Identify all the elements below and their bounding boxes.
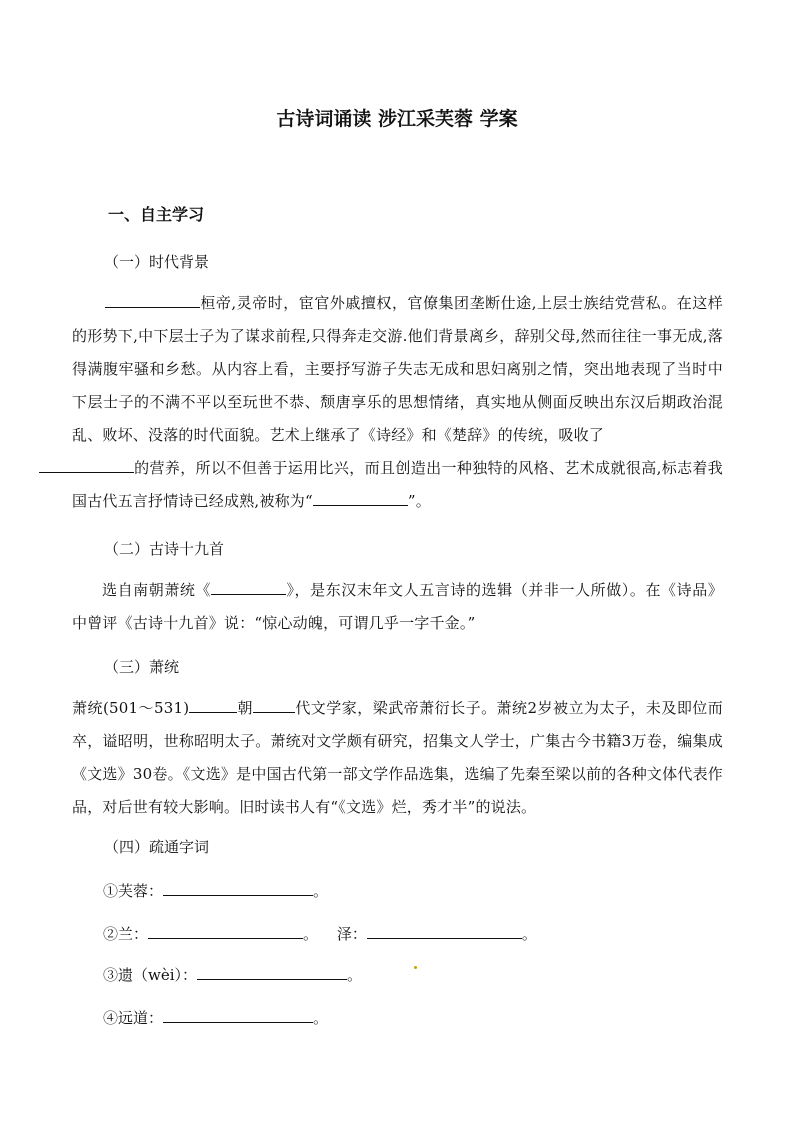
vocab-item-wei: ③遗（wèi）： 。 (103, 962, 362, 985)
vocab-item-lan-ze: ②兰： 。 泽： 。 (103, 921, 537, 944)
vocab-item-furong: ①芙蓉： 。 (103, 878, 328, 901)
heading-xiao-tong: （三）萧统 (104, 658, 180, 676)
fill-blank[interactable] (189, 695, 237, 713)
paragraph-nineteen-poems: 选自南朝萧统《 》，是东汉末年文人五言诗的选辑（并非一人所做）。在《诗品》中曾评《古诗十九首》说：“惊心动魄，可谓几乎一字千金。” (72, 574, 723, 640)
fill-blank[interactable] (105, 290, 200, 308)
vocab-item-yuandao: ④远道： 。 (103, 1005, 328, 1028)
fill-blank[interactable] (163, 878, 313, 896)
paragraph-xiao-tong: 萧统(501～531) 朝 代文学家，梁武帝萧衍长子。萧统2岁被立为太子，未及即位而卒，谥昭明，世称昭明太子。萧统对文学颇有研究，招集文人学士，广集古今书籍3万卷，编集成《文选》30卷。《文选》是中国古代第一部文学作品选集，选编了先秦至梁以前的各种文体代表作品，对后世有较大影响。旧时读书人有“《文选》烂，秀才半”的说法。 (72, 692, 723, 824)
stray-dot (414, 966, 417, 969)
paragraph-era-background: 桓帝,灵帝时，宦官外戚擅权，官僚集团垄断仕途,上层士族结党营私。在这样的形势下,中下层士子为了谋求前程,只得奔走交游.他们背景离乡，辞别父母,然而往往一事无成,落得满腹牢骚和乡愁。从内容上看，主要抒写游子失志无成和思妇离别之情，突出地表现了当时中下层士子的不满不平以至玩世不恭、颓唐享乐的思想情绪，真实地从侧面反映出东汉后期政治混乱、败坏、没落的时代面貌。艺术上继承了《诗经》和《楚辞》的传统，吸收了 的营养，所以不但善于运用比兴，而且创造出一种独特的风格、艺术成就很高,标志着我国古代五言抒情诗已经成熟,被称为“ ”。 (72, 287, 723, 518)
fill-blank[interactable] (39, 455, 134, 473)
fill-blank[interactable] (163, 1005, 313, 1023)
heading-nineteen-poems: （二）古诗十九首 (104, 540, 225, 558)
fill-blank[interactable] (211, 577, 286, 595)
heading-vocabulary: （四）疏通字词 (104, 838, 210, 856)
fill-blank[interactable] (253, 695, 295, 713)
fill-blank[interactable] (197, 962, 347, 980)
fill-blank[interactable] (367, 921, 522, 939)
fill-blank[interactable] (313, 488, 408, 506)
page-title: 古诗词诵读 涉江采芙蓉 学案 (276, 108, 518, 130)
heading-era-background: （一）时代背景 (104, 253, 210, 271)
section-heading-self-study: 一、自主学习 (108, 205, 205, 224)
fill-blank[interactable] (148, 921, 303, 939)
